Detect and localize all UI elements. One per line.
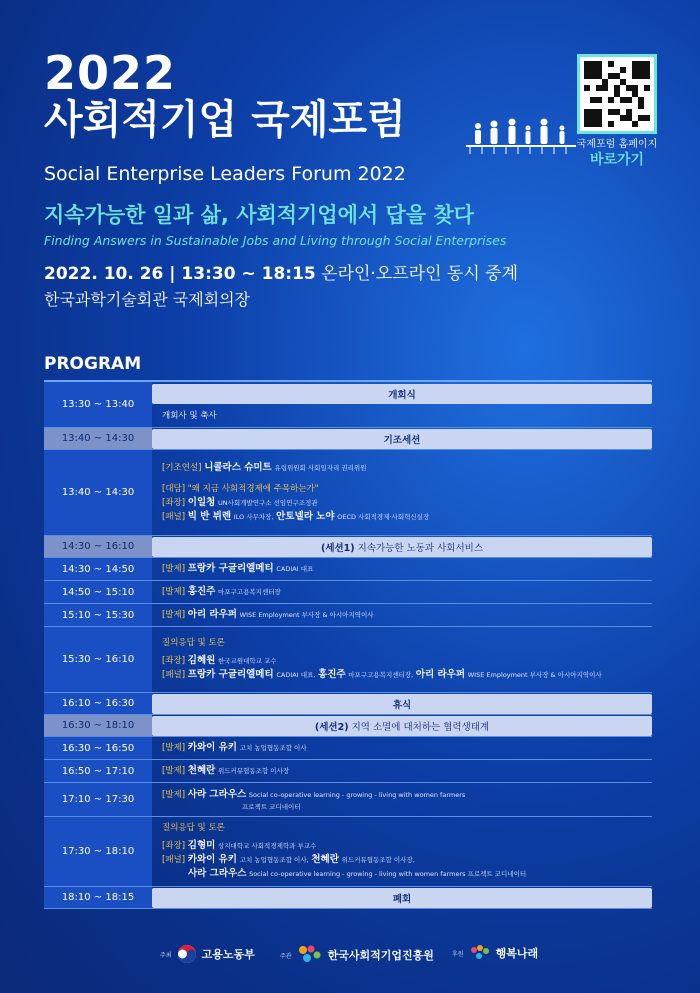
row-desc: 개회사 및 축사 — [162, 411, 217, 421]
table-row — [44, 428, 652, 450]
program-heading: PROGRAM — [44, 354, 142, 374]
forum-venue: 한국과학기술회관 국제회의장 — [44, 290, 251, 309]
qa-label: 질의응답 및 토론 — [162, 638, 225, 648]
homepage-link[interactable]: 바로가기 — [589, 152, 645, 168]
table-row — [44, 715, 652, 737]
qa-label: 질의응답 및 토론 — [162, 823, 225, 833]
organizer-host: 주최 고용노동부 — [160, 944, 255, 964]
table-row: 16:50 ~ 17:10 [발제] 천혜란 위드커뮤협동조합 이사장 — [44, 760, 652, 783]
row-time: 13:40 ~ 14:30 — [44, 450, 152, 535]
session-bar: (세션2) 지역 소멸에 대처하는 협력생태계 — [152, 716, 652, 736]
taegeuk-emblem-icon — [177, 944, 197, 964]
forum-slogan: 지속가능한 일과 삶, 사회적기업에서 답을 찾다 — [44, 203, 474, 227]
table-row: 16:30 ~ 16:50 [발제] 카와이 유키 고치 농업협동조합 이사 — [44, 737, 652, 760]
program-table — [44, 380, 652, 909]
row-time: 14:50 ~ 15:10 — [44, 581, 152, 603]
panel-line: [패널] 빅 반 뷔렌 ILO 사무차장, 안토넬라 노야 OECD 사회적경제·사회혁신실장 — [162, 511, 430, 522]
table-row — [44, 887, 652, 909]
forum-slogan-en: Finding Answers in Sustainable Jobs and Living through Social Enterprises — [44, 233, 507, 248]
table-row — [44, 382, 652, 428]
session-bar: 휴식 — [152, 694, 652, 714]
session-bar: 폐회 — [152, 888, 652, 908]
row-time: 16:50 ~ 17:10 — [44, 760, 152, 782]
row-time: 16:30 ~ 16:50 — [44, 737, 152, 759]
row-time: 17:10 ~ 17:30 — [44, 783, 152, 816]
row-time: 15:10 ~ 15:30 — [44, 604, 152, 626]
row-time: 16:30 ~ 18:10 — [44, 715, 152, 736]
table-row: 15:30 ~ 16:10 질의응답 및 토론 [좌장] 김혜원 한국교원대학교 교수 [패널] 프랑카 구글리엘메티 CADIAI 대표, 홍진주 마포구고용복지센터장, 아리 라우퍼 WISE Employment 부사장 & 아시아지역이사 — [44, 627, 652, 693]
table-row — [44, 536, 652, 558]
qr-code-icon — [584, 61, 650, 127]
session-bar: 기조세션 — [152, 429, 652, 449]
organizer-sponsor: 후원 행복나래 — [452, 944, 538, 962]
keynote-line: [기조연설] 니콜라스 슈미트 유럽위원회 사회일자리 권리위원 — [162, 462, 367, 473]
row-time: 15:30 ~ 16:10 — [44, 627, 152, 692]
table-row: 14:50 ~ 15:10 [발제] 홍진주 마포구고용복지센터장 — [44, 581, 652, 604]
forum-title-en: Social Enterprise Leaders Forum 2022 — [44, 163, 406, 185]
row-time: 13:30 ~ 13:40 — [44, 382, 152, 427]
row-time: 14:30 ~ 16:10 — [44, 536, 152, 557]
footer-organizers — [0, 938, 700, 968]
row-time: 16:10 ~ 16:30 — [44, 693, 152, 714]
forum-date: 2022. 10. 26 | 13:30 ~ 18:15 온라인·오프라인 동시 중계 — [44, 264, 518, 284]
session-bar: 개회식 — [152, 384, 652, 404]
table-row: 17:30 ~ 18:10 질의응답 및 토론 [좌장] 김형미 상지대학교 사회적경제학과 부교수 [패널] 카와이 유키 고치 농업협동조합 이사, 천혜란 위드커뮤협동조합 이사장, 사라 그라우스 Social co-operative learning - growing - living with women farmers 프로젝트 코디네이터 — [44, 817, 652, 887]
table-row: 17:10 ~ 17:30 [발제] 사라 그라우스 Social co-operative learning - growing - living with women farmers 프로젝트 코디네이터 — [44, 783, 652, 817]
qr-code[interactable] — [577, 54, 657, 134]
row-time: 17:30 ~ 18:10 — [44, 817, 152, 886]
table-row: 15:10 ~ 15:30 [발제] 아리 라우퍼 WISE Employment 부사장 & 아시아지역이사 — [44, 604, 652, 627]
table-row — [44, 693, 652, 715]
forum-year: 2022 — [44, 46, 177, 100]
kosea-logo-icon — [297, 944, 323, 966]
organizer-main: 주관 한국사회적기업진흥원 — [280, 944, 434, 966]
session-bar: (세션1) 지속가능한 노동과 사회서비스 — [152, 537, 652, 557]
forum-title: 사회적기업 국제포럼 — [44, 97, 406, 143]
row-time: 13:40 ~ 14:30 — [44, 428, 152, 449]
people-illustration-icon — [466, 116, 576, 156]
table-row: 14:30 ~ 14:50 [발제] 프랑카 구글리엘메티 CADIAI 대표 — [44, 558, 652, 581]
haengbok-narae-logo-icon — [469, 944, 491, 962]
table-row — [44, 450, 652, 536]
chair-line: [좌장] 이일청 UN사회개발연구소 선임연구조정관 — [162, 497, 318, 508]
row-time: 18:10 ~ 18:15 — [44, 887, 152, 908]
row-time: 14:30 ~ 14:50 — [44, 558, 152, 580]
dialogue-line: [대담] "왜 지금 사회적경제에 주목하는가" — [162, 484, 319, 494]
qr-caption: 국제포럼 홈페이지 — [576, 139, 658, 150]
